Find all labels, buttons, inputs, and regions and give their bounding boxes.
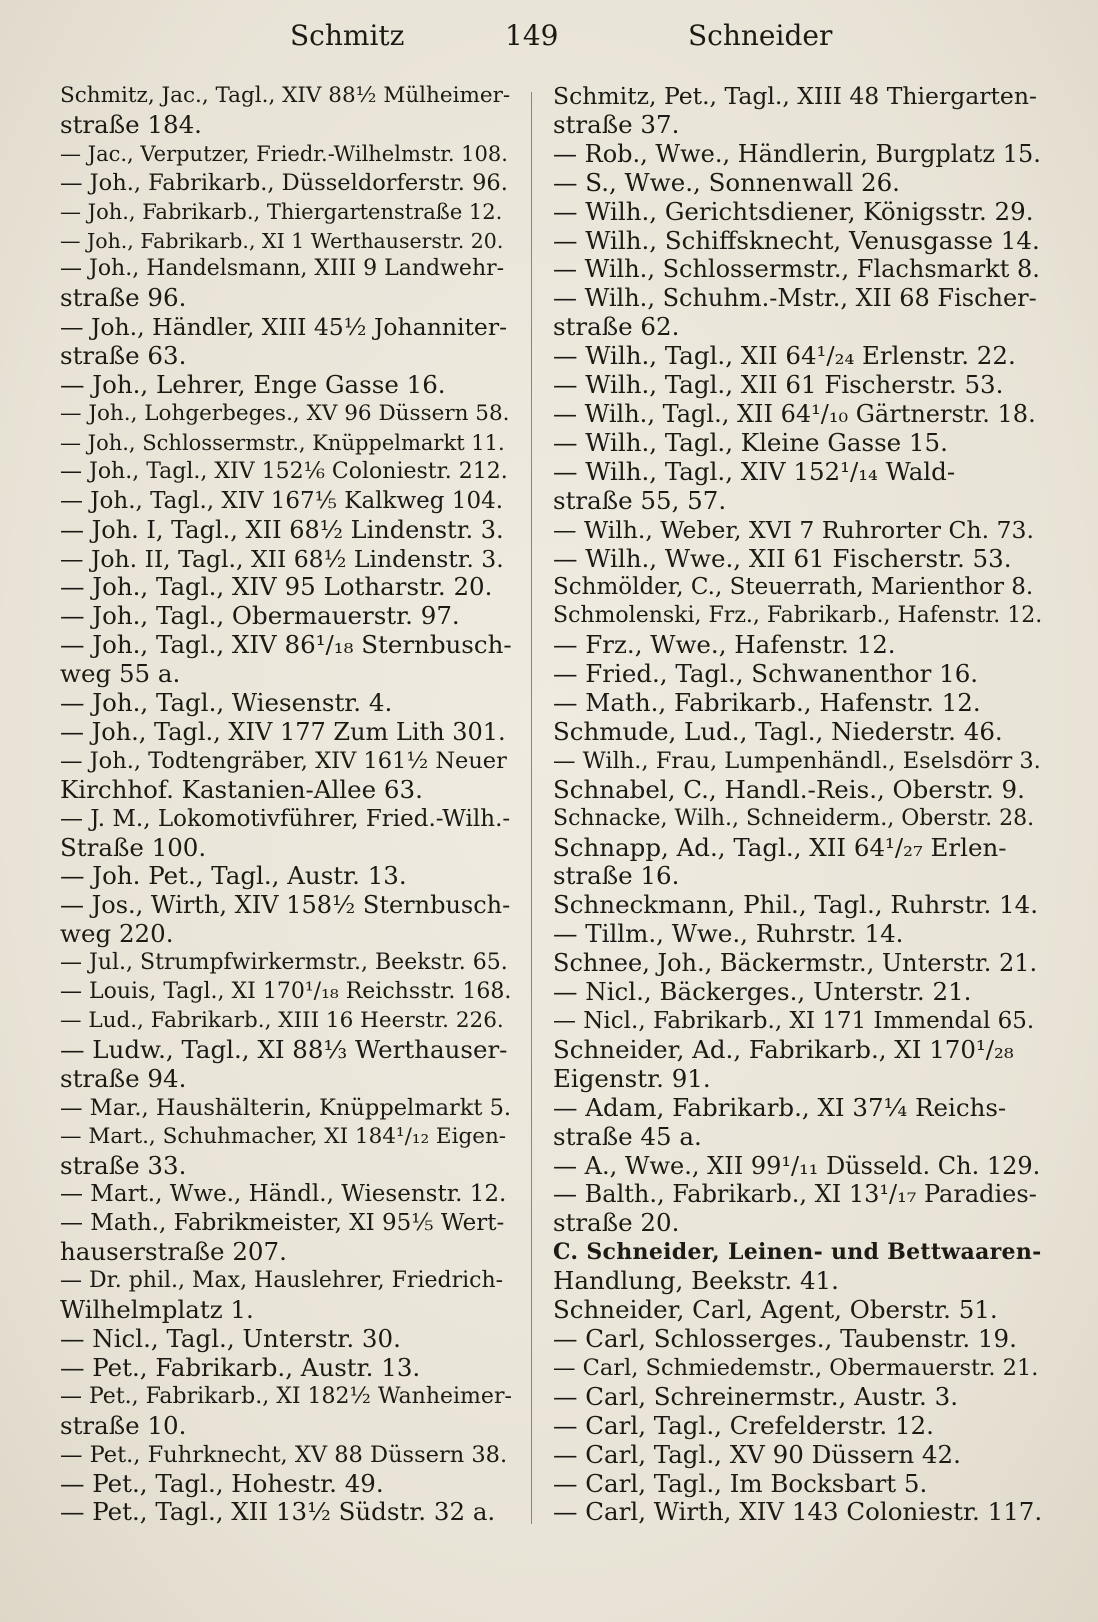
directory-entry-line: — Joh. I, Tagl., XII 68½ Lindenstr. 3. — [60, 515, 504, 544]
directory-entry-line: — J. M., Lokomotivführer, Fried.-Wilh.- — [60, 805, 511, 832]
directory-entry-line: — Wilh., Tagl., XII 64¹/₂₄ Erlenstr. 22. — [553, 342, 1016, 371]
directory-entry-line: — Joh., Schlossermstr., Knüppelmarkt 11. — [60, 430, 505, 455]
directory-entry-line: — S., Wwe., Sonnenwall 26. — [553, 168, 900, 197]
directory-entry-line: Schmolenski, Frz., Fabrikarb., Hafenstr. 12. — [553, 603, 1043, 629]
directory-entry-line: straße 10. — [60, 1411, 187, 1440]
directory-entry-line: — Joh., Lehrer, Enge Gasse 16. — [60, 371, 446, 400]
directory-entry-line: straße 62. — [553, 313, 680, 342]
directory-entry-line: — Jac., Verputzer, Friedr.-Wilhelmstr. 108. — [60, 141, 508, 166]
directory-entry-line: — Carl, Wirth, XIV 143 Coloniestr. 117. — [553, 1498, 1043, 1527]
directory-entry-line: — Carl, Tagl., Crefelderstr. 12. — [553, 1411, 934, 1440]
directory-entry-line: — Pet., Fuhrknecht, XV 88 Düssern 38. — [60, 1441, 508, 1468]
directory-entry-line: straße 96. — [60, 284, 187, 313]
directory-entry-line: straße 184. — [60, 110, 202, 139]
directory-entry-line: straße 94. — [60, 1064, 187, 1093]
directory-entry-line: — Carl, Schmiedemstr., Obermauerstr. 21. — [553, 1354, 1039, 1381]
directory-entry-line: Kirchhof. Kastanien-Allee 63. — [60, 775, 423, 804]
directory-entry-line: — Jos., Wirth, XIV 158½ Sternbusch- — [60, 891, 511, 920]
directory-entry-line: straße 33. — [60, 1151, 187, 1180]
directory-entry-line: — Pet., Tagl., XII 13½ Südstr. 32 a. — [60, 1498, 496, 1527]
directory-entry-line: — Louis, Tagl., XI 170¹/₁₈ Reichsstr. 168. — [60, 979, 512, 1005]
directory-entry-line: — Balth., Fabrikarb., XI 13¹/₁₇ Paradies- — [553, 1180, 1037, 1209]
directory-entry-line: — Wilh., Gerichtsdiener, Königsstr. 29. — [553, 197, 1034, 226]
directory-entry-line: C. Schneider, Leinen- und Bettwaaren- — [553, 1239, 1042, 1266]
column-divider — [531, 92, 532, 1524]
directory-entry-line: — Lud., Fabrikarb., XIII 16 Heerstr. 226. — [60, 1008, 504, 1033]
directory-entry-line: — Math., Fabrikarb., Hafenstr. 12. — [553, 689, 981, 718]
directory-entry-line: — Carl, Tagl., Im Bocksbart 5. — [553, 1469, 928, 1498]
directory-entry-line: straße 37. — [553, 110, 680, 139]
directory-entry-line: — Joh., Fabrikarb., XI 1 Werthauserstr. 20. — [60, 228, 504, 253]
directory-entry-line: — Joh., Händler, XIII 45½ Johanniter- — [60, 313, 508, 342]
directory-entry-line: — Wilh., Weber, XVI 7 Ruhrorter Ch. 73. — [553, 515, 1034, 544]
page-number: 149 — [505, 19, 559, 52]
directory-entry-line: Schmölder, C., Steuerrath, Marienthor 8. — [553, 574, 1034, 601]
directory-entry-line: — Ludw., Tagl., XI 88⅓ Werthauser- — [60, 1035, 508, 1064]
directory-entry-line: — Pet., Fabrikarb., XI 182½ Wanheimer- — [60, 1383, 512, 1409]
directory-entry-line: weg 55 a. — [60, 660, 181, 689]
directory-entry-line: Schmitz, Jac., Tagl., XIV 88½ Mülheimer- — [60, 83, 511, 108]
directory-entry-line: straße 55, 57. — [553, 486, 727, 515]
header-right-name: Schneider — [688, 19, 833, 52]
directory-entry-line: — Math., Fabrikmeister, XI 95⅕ Wert- — [60, 1210, 505, 1237]
directory-entry-line: — Joh., Tagl., XIV 86¹/₁₈ Sternbusch- — [60, 631, 512, 660]
directory-entry-line: — Joh., Tagl., Wiesenstr. 4. — [60, 689, 393, 718]
directory-entry-line: — Nicl., Bäckerges., Unterstr. 21. — [553, 978, 972, 1007]
directory-entry-line: — Joh. Pet., Tagl., Austr. 13. — [60, 862, 407, 891]
directory-entry-line: — Joh., Tagl., XIV 95 Lotharstr. 20. — [60, 573, 493, 602]
directory-entry-line: — Tillm., Wwe., Ruhrstr. 14. — [553, 920, 904, 949]
directory-entry-line: Wilhelmplatz 1. — [60, 1296, 254, 1325]
directory-entry-line: Schnee, Joh., Bäckermstr., Unterstr. 21. — [553, 949, 1038, 978]
directory-entry-line: — Wilh., Tagl., XIV 152¹/₁₄ Wald- — [553, 457, 956, 486]
directory-entry-line: — Mar., Haushälterin, Knüppelmarkt 5. — [60, 1094, 512, 1121]
directory-entry-line: straße 63. — [60, 342, 187, 371]
directory-entry-line: — Joh., Handelsmann, XIII 9 Landwehr- — [60, 256, 505, 282]
directory-entry-line: — Joh., Fabrikarb., Thiergartenstraße 12. — [60, 199, 503, 224]
directory-entry-line: — Frz., Wwe., Hafenstr. 12. — [553, 631, 896, 660]
header-left-name: Schmitz — [290, 19, 405, 52]
directory-entry-line: — Wilh., Wwe., XII 61 Fischerstr. 53. — [553, 544, 1012, 573]
directory-entry-line: Schnapp, Ad., Tagl., XII 64¹/₂₇ Erlen- — [553, 833, 1007, 862]
directory-entry-line: — A., Wwe., XII 99¹/₁₁ Düsseld. Ch. 129. — [553, 1151, 1041, 1180]
directory-entry-line: — Wilh., Schuhm.-Mstr., XII 68 Fischer- — [553, 284, 1037, 313]
directory-entry-line: — Adam, Fabrikarb., XI 37¼ Reichs- — [553, 1093, 1007, 1122]
directory-entry-line: — Fried., Tagl., Schwanenthor 16. — [553, 660, 979, 689]
directory-entry-line: Schneider, Carl, Agent, Oberstr. 51. — [553, 1296, 998, 1325]
directory-entry-line: — Wilh., Tagl., XII 61 Fischerstr. 53. — [553, 371, 1004, 400]
directory-entry-line: straße 20. — [553, 1209, 680, 1238]
directory-entry-line: Schnacke, Wilh., Schneiderm., Oberstr. 28. — [553, 805, 1035, 831]
right-column — [553, 82, 1043, 1527]
directory-entry-line: — Wilh., Tagl., Kleine Gasse 15. — [553, 428, 948, 457]
directory-entry-line: Handlung, Beekstr. 41. — [553, 1267, 839, 1296]
directory-entry-line: — Carl, Schlosserges., Taubenstr. 19. — [553, 1324, 1017, 1353]
directory-entry-line: — Wilh., Tagl., XII 64¹/₁₀ Gärtnerstr. 18. — [553, 399, 1036, 428]
directory-entry-line: — Joh., Tagl., XIV 152⅙ Coloniestr. 212. — [60, 458, 508, 484]
directory-entry-line: Schmude, Lud., Tagl., Niederstr. 46. — [553, 717, 1003, 746]
directory-entry-line: — Pet., Tagl., Hohestr. 49. — [60, 1469, 384, 1498]
directory-entry-line: — Joh. II, Tagl., XII 68½ Lindenstr. 3. — [60, 544, 504, 573]
directory-entry-line: straße 45 a. — [553, 1122, 702, 1151]
directory-entry-line: Schnabel, C., Handl.-Reis., Oberstr. 9. — [553, 775, 1025, 804]
directory-entry-line: — Joh., Fabrikarb., Düsseldorferstr. 96. — [60, 169, 508, 196]
directory-entry-line: — Rob., Wwe., Händlerin, Burgplatz 15. — [553, 139, 1041, 168]
directory-entry-line: straße 16. — [553, 862, 680, 891]
directory-entry-line: Straße 100. — [60, 833, 207, 862]
directory-entry-line: — Joh., Tagl., XIV 177 Zum Lith 301. — [60, 717, 506, 746]
directory-entry-line: hauserstraße 207. — [60, 1238, 287, 1267]
directory-entry-line: — Joh., Todtengräber, XIV 161½ Neuer — [60, 747, 507, 774]
directory-entry-line: Schmitz, Pet., Tagl., XIII 48 Thiergarten- — [553, 82, 1037, 110]
directory-entry-line: — Jul., Strumpfwirkermstr., Beekstr. 65. — [60, 950, 508, 976]
directory-entry-line: — Joh., Lohgerbeges., XV 96 Düssern 58. — [60, 400, 510, 426]
directory-entry-line: Schneckmann, Phil., Tagl., Ruhrstr. 14. — [553, 891, 1039, 920]
directory-entry-line: Schneider, Ad., Fabrikarb., XI 170¹/₂₈ — [553, 1035, 1014, 1064]
directory-entry-line: — Mart., Schuhmacher, XI 184¹/₁₂ Eigen- — [60, 1123, 507, 1149]
directory-entry-line: Eigenstr. 91. — [553, 1064, 711, 1093]
directory-entry-line: — Joh., Tagl., XIV 167⅕ Kalkweg 104. — [60, 487, 504, 514]
directory-entry-line: — Wilh., Schlossermstr., Flachsmarkt 8. — [553, 255, 1040, 284]
directory-entry-line: — Nicl., Fabrikarb., XI 171 Immendal 65. — [553, 1008, 1035, 1034]
directory-entry-line: — Nicl., Tagl., Unterstr. 30. — [60, 1324, 401, 1353]
directory-entry-line: weg 220. — [60, 920, 174, 949]
directory-entry-line: — Pet., Fabrikarb., Austr. 13. — [60, 1353, 421, 1382]
directory-entry-line: — Mart., Wwe., Händl., Wiesenstr. 12. — [60, 1181, 507, 1208]
directory-entry-line: — Carl, Tagl., XV 90 Düssern 42. — [553, 1440, 961, 1469]
directory-entry-line: — Carl, Schreinermstr., Austr. 3. — [553, 1382, 958, 1411]
directory-entry-line: — Dr. phil., Max, Hauslehrer, Friedrich- — [60, 1268, 504, 1294]
directory-entry-line: — Joh., Tagl., Obermauerstr. 97. — [60, 602, 460, 631]
directory-entry-line: — Wilh., Schiffsknecht, Venusgasse 14. — [553, 226, 1040, 255]
directory-entry-line: — Wilh., Frau, Lumpenhändl., Eselsdörr 3. — [553, 747, 1041, 774]
left-column — [60, 82, 512, 1527]
